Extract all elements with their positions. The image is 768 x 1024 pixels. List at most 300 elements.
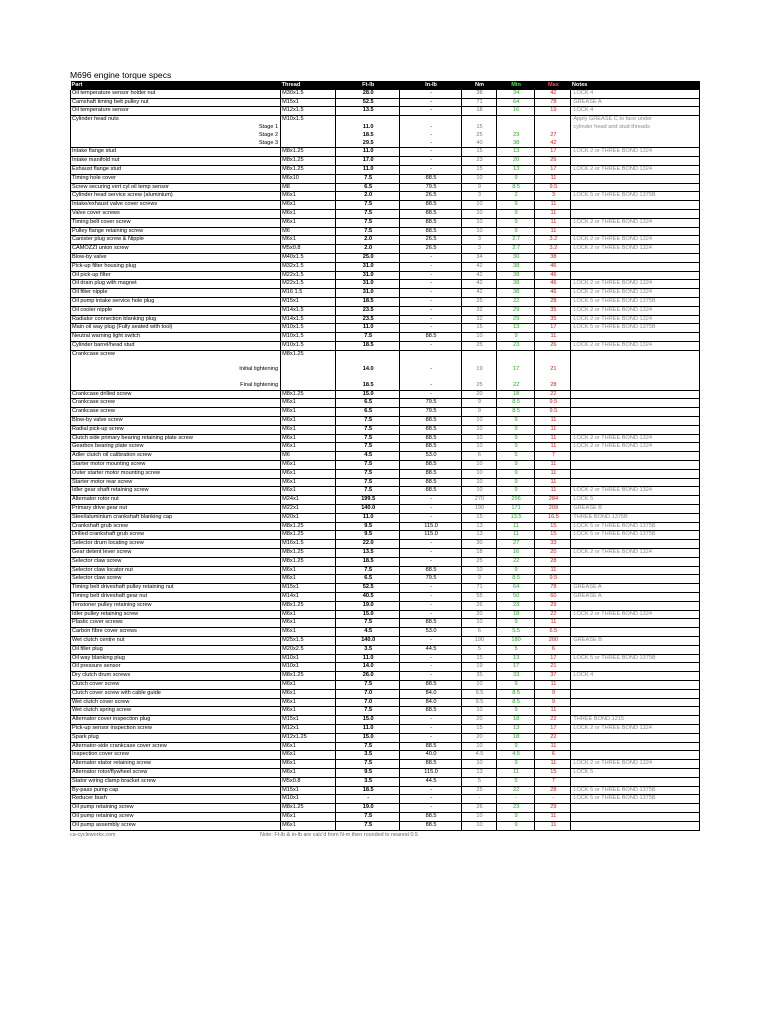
cell-ftlb: 140.0: [336, 637, 400, 646]
cell-part: Main oil way plug (Fully seated with tool): [71, 324, 281, 333]
cell-max: 17: [535, 324, 571, 333]
cell-ftlb: 14.0: [336, 663, 400, 672]
cell-thread: M12x1.25: [281, 733, 336, 742]
cell-notes: LOCK 2 or THREE BOND 1324: [571, 280, 700, 289]
cell-min: 38: [496, 262, 535, 271]
table-row: [71, 557, 700, 566]
cell-notes: [571, 201, 700, 210]
cell-max: 19: [535, 107, 571, 116]
table-row: [71, 315, 700, 324]
cell-inlb: 88.5: [399, 821, 461, 830]
table-row: [71, 192, 700, 201]
cell-inlb: 88.5: [399, 812, 461, 821]
table-row: [71, 654, 700, 663]
cell-min: 9: [496, 461, 535, 470]
cell-max: -: [535, 795, 571, 804]
cell-part: Stage 3: [71, 140, 281, 148]
cell-ftlb: 25.0: [336, 253, 400, 262]
cell-part: [71, 359, 281, 367]
cell-nm: 25: [462, 297, 497, 306]
cell-nm: [462, 374, 497, 382]
cell-notes: [571, 374, 700, 382]
cell-thread: M25x1.5: [281, 637, 336, 646]
table-row: [71, 680, 700, 689]
cell-thread: M6x1: [281, 821, 336, 830]
cell-part: Oil pump retaining screw: [71, 804, 281, 813]
table-row: [71, 425, 700, 434]
cell-part: Stage 1: [71, 124, 281, 132]
cell-max: 42: [535, 140, 571, 148]
cell-max: 6: [535, 751, 571, 760]
cell-part: Intake flange stud: [71, 148, 281, 157]
cell-notes: [571, 350, 700, 358]
cell-max: [535, 374, 571, 382]
cell-inlb: [399, 350, 461, 358]
cell-ftlb: 11.0: [336, 513, 400, 522]
cell-inlb: -: [399, 324, 461, 333]
cell-part: Alternator rotor/flywheel screw: [71, 768, 281, 777]
cell-min: 27: [496, 540, 535, 549]
cell-notes: [571, 680, 700, 689]
cell-notes: [571, 382, 700, 390]
cell-min: 8.5: [496, 399, 535, 408]
cell-max: 11: [535, 209, 571, 218]
cell-inlb: 44.5: [399, 777, 461, 786]
cell-nm: [462, 359, 497, 367]
cell-min: 9: [496, 434, 535, 443]
header-notes: Notes: [571, 81, 700, 90]
cell-nm: 10: [462, 201, 497, 210]
cell-nm: 10: [462, 680, 497, 689]
cell-notes: [571, 469, 700, 478]
cell-inlb: 79.5: [399, 408, 461, 417]
cell-max: 17: [535, 165, 571, 174]
cell-min: 18: [496, 610, 535, 619]
cell-min: 17: [496, 366, 535, 374]
cell-min: 9: [496, 333, 535, 342]
cell-nm: 42: [462, 262, 497, 271]
cell-min: 4.5: [496, 751, 535, 760]
cell-part: Crankcase screw: [71, 399, 281, 408]
cell-part: Oil pick-up filter: [71, 271, 281, 280]
cell-max: 17: [535, 148, 571, 157]
cell-part: Wet clutch centre nut: [71, 637, 281, 646]
cell-part: [71, 374, 281, 382]
cell-max: 46: [535, 280, 571, 289]
cell-min: [496, 116, 535, 124]
cell-inlb: 26.5: [399, 236, 461, 245]
cell-notes: [571, 333, 700, 342]
cell-nm: 10: [462, 443, 497, 452]
cell-part: Alternator stator retaining screw: [71, 760, 281, 769]
cell-inlb: -: [399, 280, 461, 289]
cell-thread: M14x1: [281, 593, 336, 602]
cell-inlb: 79.5: [399, 183, 461, 192]
cell-nm: 5: [462, 645, 497, 654]
table-row: [71, 663, 700, 672]
cell-thread: M6x1: [281, 812, 336, 821]
cell-ftlb: 18.5: [336, 341, 400, 350]
cell-inlb: 40.0: [399, 751, 461, 760]
cell-thread: [281, 124, 336, 132]
table-row: [71, 434, 700, 443]
cell-part: Gear detent lever screw: [71, 549, 281, 558]
cell-nm: 3: [462, 236, 497, 245]
cell-max: 22: [535, 390, 571, 399]
cell-min: 13: [496, 724, 535, 733]
footer-note: Note: Ft-lb & in-lb are calc'd from N-m then rounded to nearest 0.5: [260, 831, 419, 838]
cell-nm: 10: [462, 227, 497, 236]
cell-nm: 10: [462, 487, 497, 496]
table-row: [71, 90, 700, 98]
cell-notes: LOCK 2 or THREE BOND 1324: [571, 165, 700, 174]
cell-thread: M15x1: [281, 297, 336, 306]
cell-ftlb: 7.5: [336, 461, 400, 470]
table-row: [71, 280, 700, 289]
cell-min: 18: [496, 390, 535, 399]
cell-nm: 10: [462, 333, 497, 342]
cell-notes: LOCK 2 or THREE BOND 1324: [571, 289, 700, 298]
cell-part: Blow-by valve screw: [71, 417, 281, 426]
cell-ftlb: 3.5: [336, 777, 400, 786]
table-row: [71, 236, 700, 245]
cell-thread: M6x1: [281, 443, 336, 452]
cell-part: Pulley flange retaining screw: [71, 227, 281, 236]
cell-inlb: 88.5: [399, 469, 461, 478]
cell-min: 2.7: [496, 236, 535, 245]
cell-ftlb: -: [336, 795, 400, 804]
cell-notes: GREASE B: [571, 637, 700, 646]
cell-min: 2.7: [496, 245, 535, 254]
cell-notes: [571, 174, 700, 183]
cell-nm: 10: [462, 218, 497, 227]
cell-ftlb: 7.5: [336, 174, 400, 183]
table-header-row: [71, 81, 700, 90]
cell-thread: M8x1.25: [281, 804, 336, 813]
cell-ftlb: 18.5: [336, 297, 400, 306]
cell-nm: 15: [462, 654, 497, 663]
table-row: [71, 306, 700, 315]
cell-ftlb: 15.0: [336, 716, 400, 725]
cell-thread: M6x1: [281, 192, 336, 201]
cell-part: Wet clutch spring screw: [71, 707, 281, 716]
cell-notes: [571, 575, 700, 584]
cell-part: Alternator cover inspection plug: [71, 716, 281, 725]
cell-part: Camshaft timing belt pulley nut: [71, 98, 281, 107]
cell-thread: M6x1: [281, 689, 336, 698]
cell-part: Starter motor mounting screw: [71, 461, 281, 470]
cell-part: Crankcase screw: [71, 408, 281, 417]
cell-thread: M6x1: [281, 399, 336, 408]
cell-part: Oil cooler nipple: [71, 306, 281, 315]
cell-min: 11: [496, 522, 535, 531]
cell-inlb: 88.5: [399, 218, 461, 227]
cell-part: Exhaust flange stud: [71, 165, 281, 174]
cell-min: 13: [496, 165, 535, 174]
cell-notes: [571, 557, 700, 566]
cell-nm: 34: [462, 253, 497, 262]
cell-thread: [281, 366, 336, 374]
cell-part: Spark plug: [71, 733, 281, 742]
cell-min: 50: [496, 593, 535, 602]
footer-source: ca-cycleworks.com: [70, 831, 116, 838]
cell-nm: 190: [462, 637, 497, 646]
header-min: Min: [496, 81, 535, 90]
cell-notes: [571, 742, 700, 751]
cell-thread: M6x1: [281, 707, 336, 716]
cell-min: 8.5: [496, 183, 535, 192]
cell-max: 9.5: [535, 408, 571, 417]
cell-nm: 71: [462, 98, 497, 107]
cell-min: 13: [496, 654, 535, 663]
cell-ftlb: 2.0: [336, 192, 400, 201]
cell-thread: M6x1: [281, 201, 336, 210]
cell-min: 13: [496, 324, 535, 333]
cell-inlb: [399, 374, 461, 382]
cell-notes: [571, 461, 700, 470]
cell-notes: GREASE A: [571, 593, 700, 602]
cell-thread: M20x2.5: [281, 645, 336, 654]
cell-thread: M40x1.5: [281, 253, 336, 262]
cell-notes: LOCK 2 or THREE BOND 1324: [571, 148, 700, 157]
cell-part: Primary drive gear nut: [71, 505, 281, 514]
cell-ftlb: 7.5: [336, 821, 400, 830]
cell-ftlb: 52.5: [336, 98, 400, 107]
cell-notes: [571, 452, 700, 461]
cell-part: Wet clutch cover screw: [71, 698, 281, 707]
cell-thread: M8x1.25: [281, 522, 336, 531]
cell-min: 38: [496, 280, 535, 289]
cell-nm: 15: [462, 324, 497, 333]
cell-part: Oil temperature sensor holder nut: [71, 90, 281, 98]
cell-notes: LOCK 5: [571, 768, 700, 777]
cell-max: 9: [535, 698, 571, 707]
cell-ftlb: 11.0: [336, 654, 400, 663]
cell-max: 28: [535, 786, 571, 795]
cell-notes: LOCK 5 or THREE BOND 1375B: [571, 531, 700, 540]
cell-nm: 25: [462, 341, 497, 350]
table-row: [71, 821, 700, 830]
table-row: [71, 478, 700, 487]
cell-inlb: -: [399, 165, 461, 174]
cell-part: Stator wiring clamp bracket screw: [71, 777, 281, 786]
cell-nm: 10: [462, 812, 497, 821]
cell-inlb: -: [399, 289, 461, 298]
cell-min: 34: [496, 90, 535, 98]
cell-notes: LOCK 2 or THREE BOND 1324: [571, 434, 700, 443]
cell-max: 20: [535, 549, 571, 558]
cell-thread: M8x1.25: [281, 549, 336, 558]
cell-notes: LOCK 5 or THREE BOND 1375B: [571, 522, 700, 531]
cell-thread: M32x1.5: [281, 262, 336, 271]
cell-notes: [571, 227, 700, 236]
table-row: [71, 689, 700, 698]
cell-inlb: 88.5: [399, 434, 461, 443]
cell-nm: 10: [462, 174, 497, 183]
cell-thread: M30x1.5: [281, 90, 336, 98]
cell-inlb: 88.5: [399, 174, 461, 183]
table-row: [71, 812, 700, 821]
cell-part: Intake manifold nut: [71, 157, 281, 166]
cell-ftlb: 15.0: [336, 610, 400, 619]
cell-part: Cylinder head service screw (aluminium): [71, 192, 281, 201]
cell-ftlb: 7.5: [336, 218, 400, 227]
cell-inlb: -: [399, 557, 461, 566]
cell-max: 28: [535, 297, 571, 306]
cell-min: 20: [496, 157, 535, 166]
cell-part: Idler pulley retaining screw: [71, 610, 281, 619]
cell-inlb: -: [399, 366, 461, 374]
cell-ftlb: 18.5: [336, 786, 400, 795]
cell-thread: M10x1.5: [281, 333, 336, 342]
cell-min: 256: [496, 496, 535, 505]
cell-nm: 10: [462, 469, 497, 478]
cell-ftlb: [336, 350, 400, 358]
cell-inlb: -: [399, 654, 461, 663]
cell-part: Oil filler plug: [71, 645, 281, 654]
cell-max: 78: [535, 98, 571, 107]
table-row: [71, 795, 700, 804]
table-row: [71, 645, 700, 654]
cell-ftlb: 11.0: [336, 324, 400, 333]
cell-inlb: -: [399, 549, 461, 558]
cell-thread: M15x1: [281, 584, 336, 593]
cell-max: 78: [535, 584, 571, 593]
table-row: [71, 218, 700, 227]
cell-nm: 13: [462, 531, 497, 540]
table-row: [71, 628, 700, 637]
cell-inlb: 88.5: [399, 425, 461, 434]
header-thread: Thread: [281, 81, 336, 90]
cell-min: 11: [496, 531, 535, 540]
cell-thread: M8x1.25: [281, 350, 336, 358]
cell-part: Clutch cover screw with cable guide: [71, 689, 281, 698]
cell-part: Selector claw locator nut: [71, 566, 281, 575]
cell-inlb: 115.0: [399, 531, 461, 540]
cell-inlb: -: [399, 341, 461, 350]
cell-max: 28: [535, 557, 571, 566]
cell-nm: 18: [462, 549, 497, 558]
cell-max: 200: [535, 637, 571, 646]
cell-thread: M10x1.5: [281, 324, 336, 333]
cell-min: 2: [496, 192, 535, 201]
cell-max: 11: [535, 333, 571, 342]
cell-inlb: -: [399, 382, 461, 390]
cell-ftlb: 15.0: [336, 733, 400, 742]
cell-inlb: -: [399, 733, 461, 742]
cell-nm: [462, 350, 497, 358]
cell-nm: 9.5: [462, 698, 497, 707]
cell-notes: LOCK 5 or THREE BOND 1375B: [571, 324, 700, 333]
cell-nm: 15: [462, 148, 497, 157]
cell-nm: 55: [462, 593, 497, 602]
cell-inlb: 53.0: [399, 452, 461, 461]
cell-ftlb: 31.0: [336, 271, 400, 280]
cell-nm: 26: [462, 804, 497, 813]
cell-thread: M6x1: [281, 768, 336, 777]
cell-ftlb: 3.5: [336, 751, 400, 760]
cell-inlb: -: [399, 148, 461, 157]
table-row: [71, 575, 700, 584]
cell-inlb: 88.5: [399, 566, 461, 575]
table-row: [71, 707, 700, 716]
cell-notes: [571, 253, 700, 262]
cell-notes: LOCK 2 or THREE BOND 1324: [571, 315, 700, 324]
cell-ftlb: 14.0: [336, 366, 400, 374]
cell-min: 23: [496, 804, 535, 813]
cell-thread: M10x1: [281, 663, 336, 672]
cell-nm: 10: [462, 434, 497, 443]
cell-nm: 32: [462, 315, 497, 324]
cell-nm: 38: [462, 90, 497, 98]
cell-nm: 4.5: [462, 751, 497, 760]
cell-notes: LOCK 2 or THREE BOND 1324: [571, 443, 700, 452]
cell-nm: 20: [462, 390, 497, 399]
cell-nm: 10: [462, 742, 497, 751]
page-title: M696 engine torque specs: [70, 70, 172, 80]
cell-inlb: -: [399, 724, 461, 733]
cell-part: Plastic cover screws: [71, 619, 281, 628]
cell-min: 9: [496, 209, 535, 218]
cell-min: 180: [496, 637, 535, 646]
cell-min: 16: [496, 549, 535, 558]
table-row: [71, 496, 700, 505]
cell-nm: 10: [462, 760, 497, 769]
table-row: [71, 183, 700, 192]
cell-max: [535, 124, 571, 132]
table-row: [71, 98, 700, 107]
table-row: [71, 174, 700, 183]
cell-ftlb: 26.0: [336, 672, 400, 681]
cell-ftlb: 7.5: [336, 742, 400, 751]
cell-ftlb: 6.5: [336, 408, 400, 417]
cell-max: 11: [535, 417, 571, 426]
cell-thread: M6x1: [281, 425, 336, 434]
cell-ftlb: 6.5: [336, 183, 400, 192]
cell-notes: GREASE B: [571, 505, 700, 514]
cell-nm: 10: [462, 425, 497, 434]
cell-thread: M6x1: [281, 575, 336, 584]
cell-inlb: [399, 116, 461, 124]
cell-ftlb: 7.5: [336, 417, 400, 426]
cell-nm: 10: [462, 821, 497, 830]
cell-part: Selector claw screw: [71, 557, 281, 566]
cell-min: 9: [496, 174, 535, 183]
cell-part: Oil pump retaining screw: [71, 812, 281, 821]
cell-inlb: -: [399, 315, 461, 324]
cell-ftlb: 29.5: [336, 140, 400, 148]
cell-thread: M15x1: [281, 98, 336, 107]
cell-thread: M15x1: [281, 716, 336, 725]
cell-part: Oil temperature sensor: [71, 107, 281, 116]
cell-min: 11: [496, 768, 535, 777]
cell-min: 30: [496, 253, 535, 262]
cell-min: 9: [496, 478, 535, 487]
cell-thread: [281, 359, 336, 367]
cell-nm: 32: [462, 306, 497, 315]
cell-thread: [281, 132, 336, 140]
cell-part: Oil pump assembly screw: [71, 821, 281, 830]
cell-min: 5.5: [496, 628, 535, 637]
cell-part: Dry clutch drum screws: [71, 672, 281, 681]
cell-thread: M6x1: [281, 760, 336, 769]
cell-nm: 40: [462, 140, 497, 148]
cell-inlb: -: [399, 593, 461, 602]
cell-max: 22: [535, 610, 571, 619]
cell-notes: LOCK 2 or THREE BOND 1324: [571, 610, 700, 619]
cell-max: 21: [535, 663, 571, 672]
cell-max: 11: [535, 619, 571, 628]
